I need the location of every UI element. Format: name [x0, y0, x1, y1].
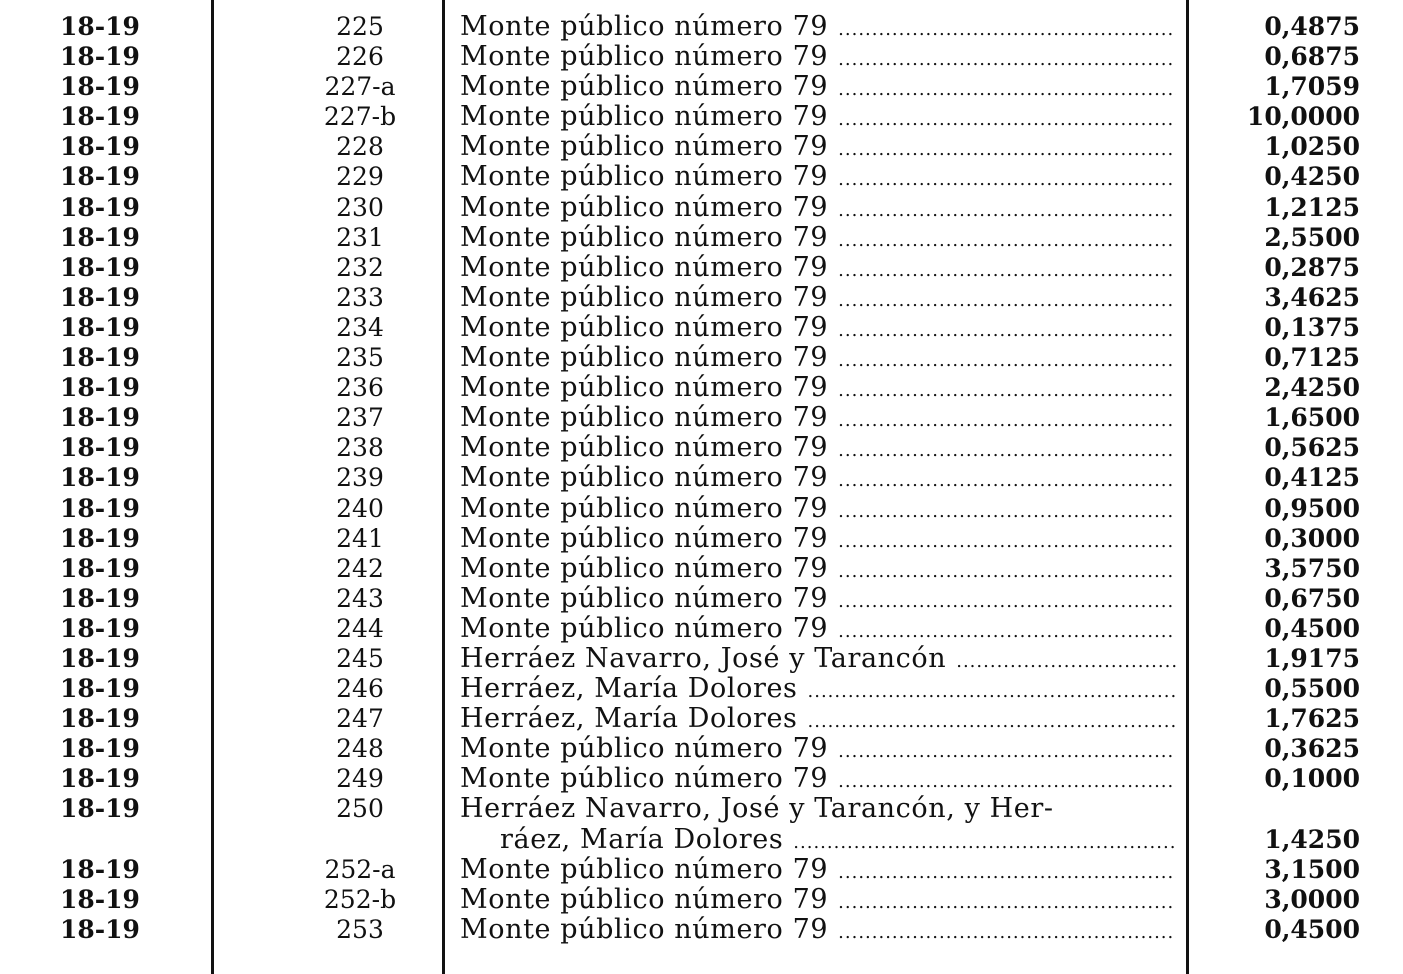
owner-cell	[460, 885, 1176, 915]
owner-cell	[460, 373, 1176, 403]
table-row	[0, 734, 1403, 764]
owner-text: Monte público número 79	[460, 102, 829, 133]
owner-cell	[460, 72, 1176, 102]
owner-cell	[460, 313, 1176, 343]
table-row	[0, 494, 1403, 524]
polygon-cell: 18-19	[60, 403, 140, 433]
owner-cell	[460, 764, 1176, 794]
dot-leader	[838, 135, 1176, 162]
area-cell: 1,0250	[1264, 132, 1360, 162]
polygon-cell: 18-19	[60, 613, 140, 643]
polygon-cell: 18-19	[60, 282, 140, 312]
polygon-cell: 18-19	[60, 343, 140, 373]
dot-leader	[838, 286, 1176, 313]
polygon-cell: 18-19	[60, 192, 140, 222]
dot-leader	[838, 436, 1176, 463]
owner-text: Monte público número 79	[460, 132, 829, 163]
owner-cell	[460, 12, 1176, 42]
parcel-cell: 227-b	[323, 102, 397, 132]
parcel-cell: 243	[336, 583, 384, 613]
dot-leader	[838, 406, 1176, 433]
area-cell: 2,4250	[1264, 373, 1360, 403]
area-cell: 0,6875	[1264, 42, 1360, 72]
area-cell: 0,6750	[1264, 583, 1360, 613]
dot-leader	[838, 497, 1176, 524]
owner-text: Monte público número 79	[460, 583, 829, 614]
owner-cell	[460, 644, 1176, 674]
area-cell: 1,7059	[1264, 72, 1360, 102]
parcel-cell: 244	[336, 613, 384, 643]
area-cell: 0,3625	[1264, 734, 1360, 764]
polygon-cell: 18-19	[60, 463, 140, 493]
polygon-cell: 18-19	[60, 583, 140, 613]
polygon-cell: 18-19	[60, 493, 140, 523]
parcel-cell: 249	[336, 764, 384, 794]
polygon-cell: 18-19	[60, 523, 140, 553]
owner-cell	[460, 704, 1176, 734]
owner-cell	[460, 283, 1176, 313]
dot-leader	[808, 707, 1176, 734]
area-cell: 0,4500	[1264, 613, 1360, 643]
owner-cell	[460, 524, 1176, 554]
owner-cell	[460, 463, 1176, 493]
table-row	[0, 102, 1403, 132]
dot-leader	[838, 918, 1176, 945]
polygon-cell: 18-19	[60, 132, 140, 162]
table-row	[0, 915, 1403, 945]
owner-text: Monte público número 79	[460, 222, 829, 253]
area-cell: 0,4125	[1264, 463, 1360, 493]
owner-text: Monte público número 79	[460, 884, 829, 915]
owner-text: Monte público número 79	[460, 72, 829, 103]
parcel-cell: 253	[336, 914, 384, 944]
owner-text: Monte público número 79	[460, 252, 829, 283]
parcel-cell: 238	[336, 433, 384, 463]
parcel-cell: 235	[336, 343, 384, 373]
parcel-cell: 226	[336, 42, 384, 72]
owner-text: Herráez, María Dolores	[460, 674, 798, 705]
area-cell: 0,1375	[1264, 312, 1360, 342]
dot-leader	[838, 858, 1176, 885]
area-cell: 2,5500	[1264, 222, 1360, 252]
table-row	[0, 644, 1403, 674]
area-cell: 1,2125	[1264, 192, 1360, 222]
owner-text: Monte público número 79	[460, 403, 829, 434]
owner-text: Monte público número 79	[460, 764, 829, 795]
dot-leader	[838, 165, 1176, 192]
polygon-cell: 18-19	[60, 914, 140, 944]
dot-leader	[838, 256, 1176, 283]
dot-leader	[838, 527, 1176, 554]
area-cell: 0,3000	[1264, 523, 1360, 553]
table-row	[0, 614, 1403, 644]
dot-leader	[838, 376, 1176, 403]
owner-text: Herráez Navarro, José y Tarancón, y Her-	[460, 794, 1054, 825]
owner-cell	[460, 584, 1176, 614]
dot-leader	[808, 677, 1176, 704]
dot-leader	[838, 888, 1176, 915]
owner-text: Monte público número 79	[460, 613, 829, 644]
table-row	[0, 463, 1403, 493]
area-cell: 1,9175	[1264, 643, 1360, 673]
parcel-table	[0, 12, 1403, 945]
polygon-cell: 18-19	[60, 102, 140, 132]
owner-cell	[460, 734, 1176, 764]
parcel-cell: 230	[336, 192, 384, 222]
polygon-cell: 18-19	[60, 764, 140, 794]
dot-leader	[838, 316, 1176, 343]
parcel-cell: 247	[336, 704, 384, 734]
owner-text: Monte público número 79	[460, 463, 829, 494]
owner-text: Monte público número 79	[460, 914, 829, 945]
owner-text: Monte público número 79	[460, 162, 829, 193]
owner-text: Monte público número 79	[460, 343, 829, 374]
dot-leader	[956, 647, 1176, 674]
polygon-cell: 18-19	[60, 854, 140, 884]
parcel-cell: 239	[336, 463, 384, 493]
owner-cell	[460, 433, 1176, 463]
owner-cell	[460, 102, 1176, 132]
polygon-cell: 18-19	[60, 162, 140, 192]
area-cell: 0,9500	[1264, 493, 1360, 523]
dot-leader	[838, 15, 1176, 42]
parcel-cell: 242	[336, 553, 384, 583]
dot-leader	[838, 346, 1176, 373]
area-cell: 0,5625	[1264, 433, 1360, 463]
dot-leader	[838, 737, 1176, 764]
area-cell: 3,4625	[1264, 282, 1360, 312]
area-cell: 1,7625	[1264, 704, 1360, 734]
owner-cell	[460, 253, 1176, 283]
dot-leader	[838, 105, 1176, 132]
parcel-cell: 228	[336, 132, 384, 162]
owner-text: Monte público número 79	[460, 493, 829, 524]
parcel-cell: 248	[336, 734, 384, 764]
owner-cell	[460, 554, 1176, 584]
table-row	[0, 885, 1403, 915]
owner-text-continued: ráez, María Dolores	[500, 823, 784, 855]
area-cell: 0,5500	[1264, 674, 1360, 704]
area-cell: 0,4250	[1264, 162, 1360, 192]
dot-leader	[838, 226, 1176, 253]
owner-cell	[460, 855, 1176, 885]
table-row	[0, 42, 1403, 72]
dot-leader	[838, 557, 1176, 584]
table-row	[0, 343, 1403, 373]
owner-cell	[460, 403, 1176, 433]
parcel-cell: 229	[336, 162, 384, 192]
dot-leader	[838, 75, 1176, 102]
owner-text: Monte público número 79	[460, 373, 829, 404]
owner-text: Monte público número 79	[460, 854, 829, 885]
owner-cell	[460, 193, 1176, 223]
owner-cell	[460, 42, 1176, 72]
table-row	[0, 283, 1403, 313]
owner-cell	[460, 614, 1176, 644]
area-cell: 3,0000	[1264, 884, 1360, 914]
owner-cell	[460, 794, 1176, 854]
dot-leader	[838, 587, 1176, 614]
polygon-cell: 18-19	[60, 373, 140, 403]
table-row	[0, 524, 1403, 554]
parcel-cell: 231	[336, 222, 384, 252]
parcel-cell: 234	[336, 312, 384, 342]
polygon-cell: 18-19	[60, 12, 140, 41]
polygon-cell: 18-19	[60, 252, 140, 282]
dot-leader	[838, 45, 1176, 72]
table-row	[0, 313, 1403, 343]
table-row	[0, 855, 1403, 885]
owner-text: Monte público número 79	[460, 734, 829, 765]
table-row	[0, 223, 1403, 253]
table-row	[0, 433, 1403, 463]
owner-cell	[460, 132, 1176, 162]
table-row	[0, 12, 1403, 42]
area-cell: 0,2875	[1264, 252, 1360, 282]
dot-leader	[838, 617, 1176, 644]
parcel-cell: 233	[336, 282, 384, 312]
parcel-cell: 232	[336, 252, 384, 282]
owner-text: Monte público número 79	[460, 523, 829, 554]
area-cell: 0,1000	[1264, 764, 1360, 794]
area-cell: 0,4500	[1264, 914, 1360, 944]
owner-cell	[460, 223, 1176, 253]
table-row	[0, 132, 1403, 162]
polygon-cell: 18-19	[60, 553, 140, 583]
table-row	[0, 162, 1403, 192]
parcel-cell: 246	[336, 674, 384, 704]
area-cell: 1,6500	[1264, 403, 1360, 433]
parcel-cell: 245	[336, 643, 384, 673]
owner-cell	[460, 674, 1176, 704]
polygon-cell: 18-19	[60, 222, 140, 252]
parcel-cell: 240	[336, 493, 384, 523]
area-cell: 3,5750	[1264, 553, 1360, 583]
owner-text: Herráez Navarro, José y Tarancón	[460, 643, 947, 674]
table-row	[0, 373, 1403, 403]
parcel-cell: 225	[336, 12, 384, 41]
owner-text: Monte público número 79	[460, 42, 829, 73]
owner-text: Monte público número 79	[460, 312, 829, 343]
polygon-cell: 18-19	[60, 674, 140, 704]
polygon-cell: 18-19	[60, 312, 140, 342]
parcel-cell: 236	[336, 373, 384, 403]
table-row	[0, 584, 1403, 614]
parcel-cell: 237	[336, 403, 384, 433]
polygon-cell: 18-19	[60, 794, 140, 824]
area-cell: 1,4250	[1264, 824, 1360, 854]
owner-cell	[460, 494, 1176, 524]
area-cell: 3,1500	[1264, 854, 1360, 884]
owner-cell	[460, 162, 1176, 192]
dot-leader	[838, 196, 1176, 223]
owner-text: Monte público número 79	[460, 282, 829, 313]
parcel-cell: 250	[336, 794, 384, 824]
dot-leader	[793, 828, 1176, 855]
table-row	[0, 764, 1403, 794]
polygon-cell: 18-19	[60, 734, 140, 764]
parcel-cell: 227-a	[324, 72, 396, 102]
area-cell: 10,0000	[1246, 102, 1360, 132]
area-cell: 0,4875	[1264, 12, 1360, 41]
area-cell: 0,7125	[1264, 343, 1360, 373]
table-row	[0, 403, 1403, 433]
owner-cell	[460, 343, 1176, 373]
polygon-cell: 18-19	[60, 72, 140, 102]
table-row	[0, 72, 1403, 102]
polygon-cell: 18-19	[60, 704, 140, 734]
owner-text: Monte público número 79	[460, 12, 829, 42]
table-row	[0, 704, 1403, 734]
polygon-cell: 18-19	[60, 884, 140, 914]
table-row	[0, 674, 1403, 704]
owner-text: Monte público número 79	[460, 192, 829, 223]
owner-text: Monte público número 79	[460, 433, 829, 464]
table-row	[0, 794, 1403, 854]
dot-leader	[838, 466, 1176, 493]
owner-text: Herráez, María Dolores	[460, 704, 798, 735]
owner-cell	[460, 915, 1176, 945]
parcel-cell: 241	[336, 523, 384, 553]
table-row	[0, 554, 1403, 584]
table-row	[0, 193, 1403, 223]
polygon-cell: 18-19	[60, 433, 140, 463]
table-row	[0, 253, 1403, 283]
parcel-cell: 252-a	[324, 854, 396, 884]
dot-leader	[838, 767, 1176, 794]
parcel-cell: 252-b	[323, 884, 397, 914]
polygon-cell: 18-19	[60, 643, 140, 673]
polygon-cell: 18-19	[60, 42, 140, 72]
owner-text: Monte público número 79	[460, 553, 829, 584]
